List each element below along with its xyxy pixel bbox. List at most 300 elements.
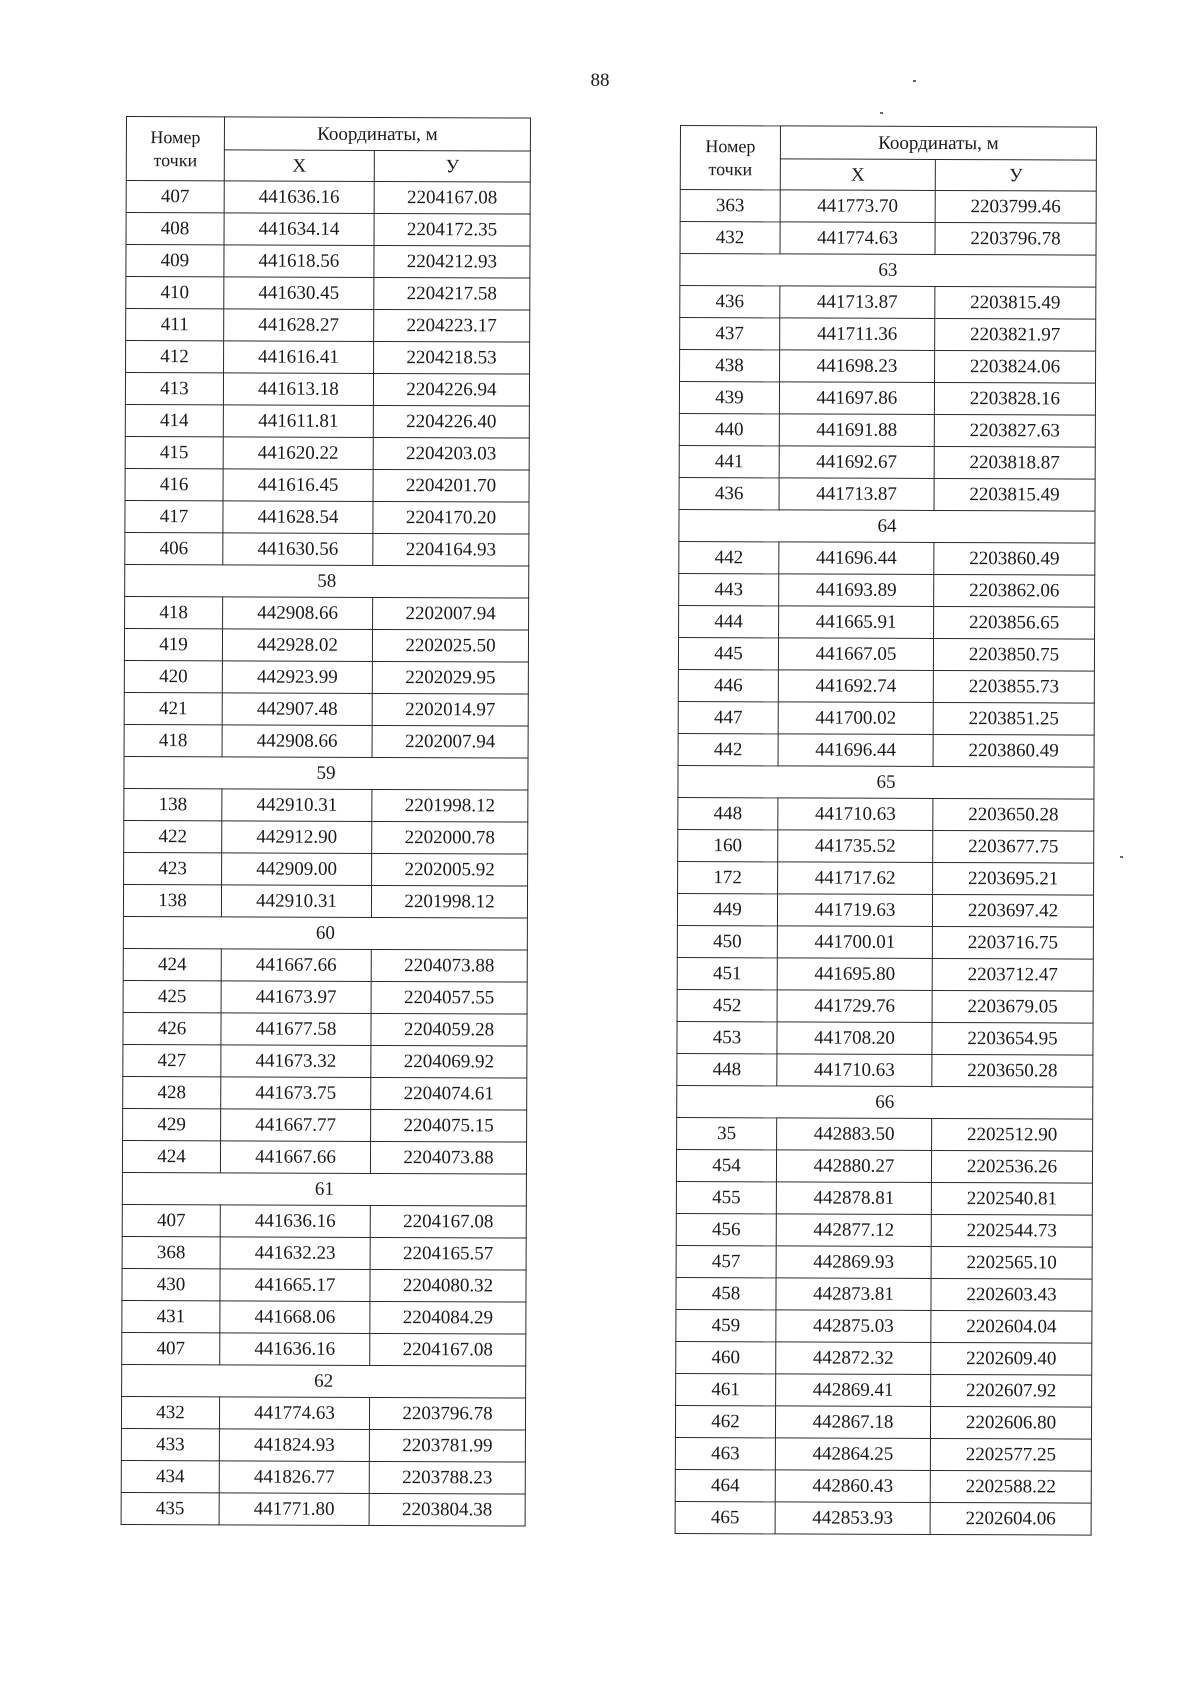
coord-y: 2203799.46 [935, 190, 1096, 223]
table-row [679, 541, 1095, 575]
point-number: 421 [124, 692, 222, 724]
coord-y: 2201998.12 [372, 789, 528, 822]
coord-y: 2203821.97 [935, 318, 1096, 351]
coord-x: 441713.87 [780, 286, 935, 319]
coord-y: 2203828.16 [934, 382, 1095, 415]
point-number: 418 [124, 724, 222, 756]
table-row [126, 181, 530, 215]
point-number: 407 [122, 1204, 220, 1236]
coord-y: 2204167.08 [374, 181, 530, 214]
coord-x: 441673.97 [221, 981, 371, 1014]
coord-x: 441691.88 [779, 414, 934, 447]
header-y: У [935, 159, 1096, 191]
table-row [676, 1245, 1092, 1279]
point-number: 454 [676, 1149, 776, 1181]
coord-x: 441771.80 [219, 1493, 369, 1526]
section-row [122, 1172, 526, 1206]
table-row [679, 573, 1095, 607]
coord-x: 441636.16 [224, 181, 374, 214]
point-number: 138 [124, 788, 222, 820]
coord-x: 441665.91 [779, 606, 934, 639]
section-row [678, 765, 1094, 799]
coord-x: 441696.44 [779, 542, 934, 575]
table-row [678, 733, 1094, 767]
point-number: 442 [678, 733, 778, 765]
coord-x: 441719.63 [777, 894, 932, 927]
coord-y: 2202000.78 [372, 821, 528, 854]
point-number: 432 [680, 222, 780, 254]
point-number: 417 [125, 500, 223, 532]
point-number: 412 [126, 341, 224, 373]
table-row [676, 1341, 1092, 1375]
table-row [125, 468, 529, 502]
point-number: 428 [123, 1076, 221, 1108]
coord-x: 442909.00 [222, 853, 372, 886]
table-row [678, 701, 1094, 735]
coord-x: 441698.23 [780, 350, 935, 383]
table-row [678, 861, 1094, 895]
point-number: 411 [126, 309, 224, 341]
coord-x: 442907.48 [222, 693, 372, 726]
coord-y: 2202544.73 [931, 1214, 1092, 1247]
point-number: 436 [679, 477, 779, 509]
coord-y: 2204069.92 [371, 1045, 527, 1078]
coord-y: 2204226.94 [373, 373, 529, 406]
section-row [677, 1085, 1093, 1119]
coord-y: 2204165.57 [370, 1237, 526, 1270]
coord-x: 442864.25 [775, 1438, 930, 1471]
coord-y: 2201998.12 [371, 885, 527, 918]
coord-x: 441774.63 [780, 222, 935, 255]
coord-y: 2202512.90 [932, 1118, 1093, 1151]
point-number: 427 [123, 1044, 221, 1076]
coord-x: 442869.93 [776, 1246, 931, 1279]
section-number: 65 [678, 765, 1094, 799]
section-number: 66 [677, 1085, 1093, 1119]
point-number: 456 [676, 1213, 776, 1245]
table-row [678, 669, 1094, 703]
table-row [678, 637, 1094, 671]
table-row [680, 222, 1096, 256]
section-number: 60 [123, 916, 527, 950]
point-number: 410 [126, 277, 224, 309]
scan-speck [880, 112, 883, 114]
point-number: 448 [677, 1053, 777, 1085]
table-row [125, 436, 529, 470]
point-number: 426 [123, 1012, 221, 1044]
coord-y: 2202536.26 [931, 1150, 1092, 1183]
table-row [679, 477, 1095, 511]
coord-x: 441667.05 [778, 638, 933, 671]
point-number: 414 [125, 404, 223, 436]
table-row [123, 884, 527, 918]
section-number: 64 [679, 509, 1095, 543]
coord-x: 441667.77 [221, 1109, 371, 1142]
table-row [677, 1053, 1093, 1087]
coord-y: 2203697.42 [932, 894, 1093, 927]
point-number: 457 [676, 1245, 776, 1277]
table-row [122, 1140, 526, 1174]
coord-y: 2202005.92 [372, 853, 528, 886]
coord-x: 441616.41 [224, 341, 374, 374]
coord-x: 442883.50 [777, 1118, 932, 1151]
coord-x: 441773.70 [780, 190, 935, 223]
point-number: 407 [122, 1332, 220, 1364]
coord-x: 442860.43 [775, 1470, 930, 1503]
table-row [677, 957, 1093, 991]
coord-y: 2203716.75 [932, 926, 1093, 959]
table-row [123, 1012, 527, 1046]
section-row [122, 1364, 526, 1398]
coord-y: 2202603.43 [931, 1278, 1092, 1311]
header-coordinates: Координаты, м [224, 117, 530, 151]
point-number: 465 [675, 1501, 775, 1533]
table-row [675, 1501, 1091, 1535]
point-number: 443 [679, 573, 779, 605]
table-row [126, 309, 530, 343]
header-point-number: Номер точки [680, 126, 780, 190]
coord-y: 2203788.23 [369, 1461, 525, 1494]
coord-x: 441692.74 [778, 670, 933, 703]
table-row [680, 318, 1096, 352]
coord-x: 441665.17 [220, 1269, 370, 1302]
coord-x: 442853.93 [775, 1502, 930, 1535]
coord-x: 442877.12 [776, 1214, 931, 1247]
section-row [125, 564, 529, 598]
table-row [678, 829, 1094, 863]
header-coordinates: Координаты, м [780, 126, 1096, 160]
section-row [679, 509, 1095, 543]
point-number: 448 [678, 797, 778, 829]
coord-x: 442908.66 [223, 597, 373, 630]
coord-y: 2204164.93 [373, 533, 529, 566]
coord-y: 2204172.35 [374, 213, 530, 246]
coord-y: 2203796.78 [369, 1397, 525, 1430]
point-number: 435 [121, 1492, 219, 1524]
coord-y: 2204170.20 [373, 501, 529, 534]
point-number: 433 [121, 1428, 219, 1460]
coord-x: 441677.58 [221, 1013, 371, 1046]
point-number: 406 [125, 532, 223, 564]
table-row [679, 445, 1095, 479]
table-row [124, 852, 528, 886]
point-number: 441 [679, 445, 779, 477]
point-number: 172 [678, 861, 778, 893]
point-number: 431 [122, 1300, 220, 1332]
header-point-number: Номер точки [126, 117, 224, 181]
scan-speck [913, 80, 916, 82]
coord-x: 441693.89 [779, 574, 934, 607]
coord-x: 441710.63 [777, 1054, 932, 1087]
coord-y: 2204223.17 [374, 309, 530, 342]
header-x: Х [224, 150, 374, 182]
table-row [124, 660, 528, 694]
coord-x: 442910.31 [221, 885, 371, 918]
point-number: 455 [676, 1181, 776, 1213]
coord-x: 441630.56 [223, 533, 373, 566]
coord-y: 2204217.58 [374, 277, 530, 310]
coord-x: 441634.14 [224, 213, 374, 246]
section-number: 61 [122, 1172, 526, 1206]
point-number: 440 [679, 413, 779, 445]
coord-x: 441673.32 [221, 1045, 371, 1078]
coord-y: 2203815.49 [935, 286, 1096, 319]
table-row [125, 500, 529, 534]
coord-x: 441632.23 [220, 1237, 370, 1270]
coord-y: 2202607.92 [931, 1374, 1092, 1407]
point-number: 429 [123, 1108, 221, 1140]
coord-x: 441697.86 [779, 382, 934, 415]
table-row [122, 1300, 526, 1334]
coord-y: 2204167.08 [370, 1205, 526, 1238]
coord-x: 441613.18 [223, 373, 373, 406]
coord-x: 441711.36 [780, 318, 935, 351]
table-row [676, 1149, 1092, 1183]
coord-x: 442908.66 [222, 725, 372, 758]
point-number: 160 [678, 829, 778, 861]
coord-y: 2203818.87 [934, 446, 1095, 479]
point-number: 35 [677, 1117, 777, 1149]
coord-x: 441826.77 [219, 1461, 369, 1494]
table-row [121, 1428, 525, 1462]
coord-y: 2204075.15 [371, 1109, 527, 1142]
coord-x: 441636.16 [220, 1205, 370, 1238]
coord-y: 2203815.49 [934, 478, 1095, 511]
coordinates-table-right [675, 125, 1097, 1536]
coord-x: 441695.80 [777, 958, 932, 991]
point-number: 416 [125, 468, 223, 500]
coord-x: 441616.45 [223, 469, 373, 502]
table-row [125, 404, 529, 438]
table-row [677, 1021, 1093, 1055]
table-row [678, 797, 1094, 831]
table-row [675, 1405, 1091, 1439]
coord-y: 2204080.32 [370, 1269, 526, 1302]
page-number: 88 [590, 70, 610, 91]
coord-y: 2203850.75 [933, 638, 1094, 671]
coord-x: 441729.76 [777, 990, 932, 1023]
coord-y: 2202606.80 [930, 1406, 1091, 1439]
point-number: 436 [680, 286, 780, 318]
coord-y: 2203781.99 [369, 1429, 525, 1462]
coord-y: 2203804.38 [369, 1493, 525, 1526]
coord-y: 2203695.21 [933, 862, 1094, 895]
section-row [124, 756, 528, 790]
point-number: 444 [679, 605, 779, 637]
coord-x: 441700.01 [777, 926, 932, 959]
table-row [679, 382, 1095, 416]
section-number: 63 [680, 254, 1096, 288]
table-row [126, 245, 530, 279]
point-number: 138 [123, 884, 221, 916]
coord-x: 441717.62 [778, 862, 933, 895]
coord-x: 442872.32 [776, 1342, 931, 1375]
table-row [123, 1044, 527, 1078]
coord-y: 2204203.03 [373, 437, 529, 470]
coord-y: 2204057.55 [371, 981, 527, 1014]
coord-y: 2204073.88 [371, 949, 527, 982]
coord-y: 2203679.05 [932, 990, 1093, 1023]
coord-x: 442923.99 [222, 661, 372, 694]
table-row [676, 1309, 1092, 1343]
table-row [121, 1492, 525, 1526]
point-number: 408 [126, 213, 224, 245]
coord-y: 2202007.94 [372, 725, 528, 758]
coord-x: 441710.63 [778, 798, 933, 831]
table-row [126, 213, 530, 247]
point-number: 425 [123, 980, 221, 1012]
point-number: 434 [121, 1460, 219, 1492]
table-row [125, 373, 529, 407]
point-number: 445 [678, 637, 778, 669]
scan-speck [1120, 856, 1123, 858]
coord-y: 2202025.50 [372, 629, 528, 662]
coord-x: 441628.27 [224, 309, 374, 342]
coord-y: 2203654.95 [932, 1022, 1093, 1055]
table-row [123, 1076, 527, 1110]
coord-y: 2202007.94 [373, 597, 529, 630]
coord-y: 2203677.75 [933, 830, 1094, 863]
table-row [124, 628, 528, 662]
table-row [122, 1268, 526, 1302]
coord-y: 2204059.28 [371, 1013, 527, 1046]
point-number: 438 [680, 350, 780, 382]
coord-y: 2203856.65 [934, 606, 1095, 639]
coord-y: 2202540.81 [931, 1182, 1092, 1215]
table-row [121, 1396, 525, 1430]
table-row [677, 893, 1093, 927]
point-number: 442 [679, 541, 779, 573]
table-row [676, 1373, 1092, 1407]
coord-y: 2203851.25 [933, 702, 1094, 735]
table-row [675, 1437, 1091, 1471]
point-number: 450 [677, 925, 777, 957]
coord-x: 442928.02 [222, 629, 372, 662]
coord-x: 441774.63 [219, 1397, 369, 1430]
coord-y: 2202604.06 [930, 1502, 1091, 1535]
coord-x: 442880.27 [776, 1150, 931, 1183]
coord-x: 441618.56 [224, 245, 374, 278]
point-number: 424 [122, 1140, 220, 1172]
header-x: Х [780, 159, 935, 191]
point-number: 463 [675, 1437, 775, 1469]
coord-y: 2204074.61 [371, 1077, 527, 1110]
point-number: 453 [677, 1021, 777, 1053]
table-row [675, 1469, 1091, 1503]
coord-y: 2203860.49 [934, 542, 1095, 575]
coord-y: 2203862.06 [934, 574, 1095, 607]
coord-y: 2202029.95 [372, 661, 528, 694]
coord-x: 441713.87 [779, 478, 934, 511]
coord-y: 2204226.40 [373, 405, 529, 438]
table-row [680, 190, 1096, 224]
coord-y: 2203650.28 [933, 798, 1094, 831]
coord-y: 2204218.53 [374, 341, 530, 374]
point-number: 464 [675, 1469, 775, 1501]
coord-y: 2202014.97 [372, 693, 528, 726]
point-number: 430 [122, 1268, 220, 1300]
table-row [680, 350, 1096, 384]
coord-x: 441708.20 [777, 1022, 932, 1055]
coord-y: 2202565.10 [931, 1246, 1092, 1279]
table-row [677, 989, 1093, 1023]
point-number: 418 [125, 596, 223, 628]
coord-x: 441824.93 [219, 1429, 369, 1462]
coord-y: 2203827.63 [934, 414, 1095, 447]
coord-y: 2202577.25 [930, 1438, 1091, 1471]
table-row [124, 788, 528, 822]
point-number: 459 [676, 1309, 776, 1341]
table-row [679, 413, 1095, 447]
table-row [680, 286, 1096, 320]
coord-y: 2203860.49 [933, 734, 1094, 767]
header-y: У [374, 150, 530, 182]
coord-y: 2203824.06 [935, 350, 1096, 383]
coord-x: 442875.03 [776, 1310, 931, 1343]
table-row [124, 692, 528, 726]
point-number: 423 [124, 852, 222, 884]
coord-x: 441673.75 [221, 1077, 371, 1110]
table-row [125, 596, 529, 630]
point-number: 452 [677, 989, 777, 1021]
coord-y: 2203796.78 [935, 222, 1096, 255]
coord-y: 2204084.29 [370, 1301, 526, 1334]
section-row [680, 254, 1096, 288]
table-row [676, 1181, 1092, 1215]
point-number: 461 [676, 1373, 776, 1405]
coord-y: 2204167.08 [370, 1333, 526, 1366]
table-row [125, 532, 529, 566]
point-number: 462 [675, 1405, 775, 1437]
point-number: 446 [678, 669, 778, 701]
point-number: 419 [124, 628, 222, 660]
section-row [123, 916, 527, 950]
coordinates-table-left [121, 116, 531, 1527]
coord-x: 441668.06 [220, 1301, 370, 1334]
point-number: 460 [676, 1341, 776, 1373]
coord-x: 441630.45 [224, 277, 374, 310]
point-number: 409 [126, 245, 224, 277]
table-row [676, 1277, 1092, 1311]
coord-x: 442867.18 [775, 1406, 930, 1439]
coord-y: 2202609.40 [931, 1342, 1092, 1375]
table-row [124, 724, 528, 758]
coord-y: 2203650.28 [932, 1054, 1093, 1087]
table-row [121, 1460, 525, 1494]
table-row [679, 605, 1095, 639]
point-number: 368 [122, 1236, 220, 1268]
point-number: 424 [123, 948, 221, 980]
point-number: 458 [676, 1277, 776, 1309]
coord-y: 2202588.22 [930, 1470, 1091, 1503]
table-row [677, 1117, 1093, 1151]
coord-x: 441611.81 [223, 405, 373, 438]
section-number: 59 [124, 756, 528, 790]
coord-x: 442878.81 [776, 1182, 931, 1215]
section-number: 58 [125, 564, 529, 598]
table-row [123, 948, 527, 982]
coord-x: 442873.81 [776, 1278, 931, 1311]
point-number: 432 [121, 1396, 219, 1428]
coord-x: 441620.22 [223, 437, 373, 470]
table-row [123, 1108, 527, 1142]
coord-x: 442910.31 [222, 789, 372, 822]
table-row [126, 277, 530, 311]
coord-x: 441696.44 [778, 734, 933, 767]
table-row [126, 341, 530, 375]
coord-x: 441628.54 [223, 501, 373, 534]
table-row [124, 820, 528, 854]
